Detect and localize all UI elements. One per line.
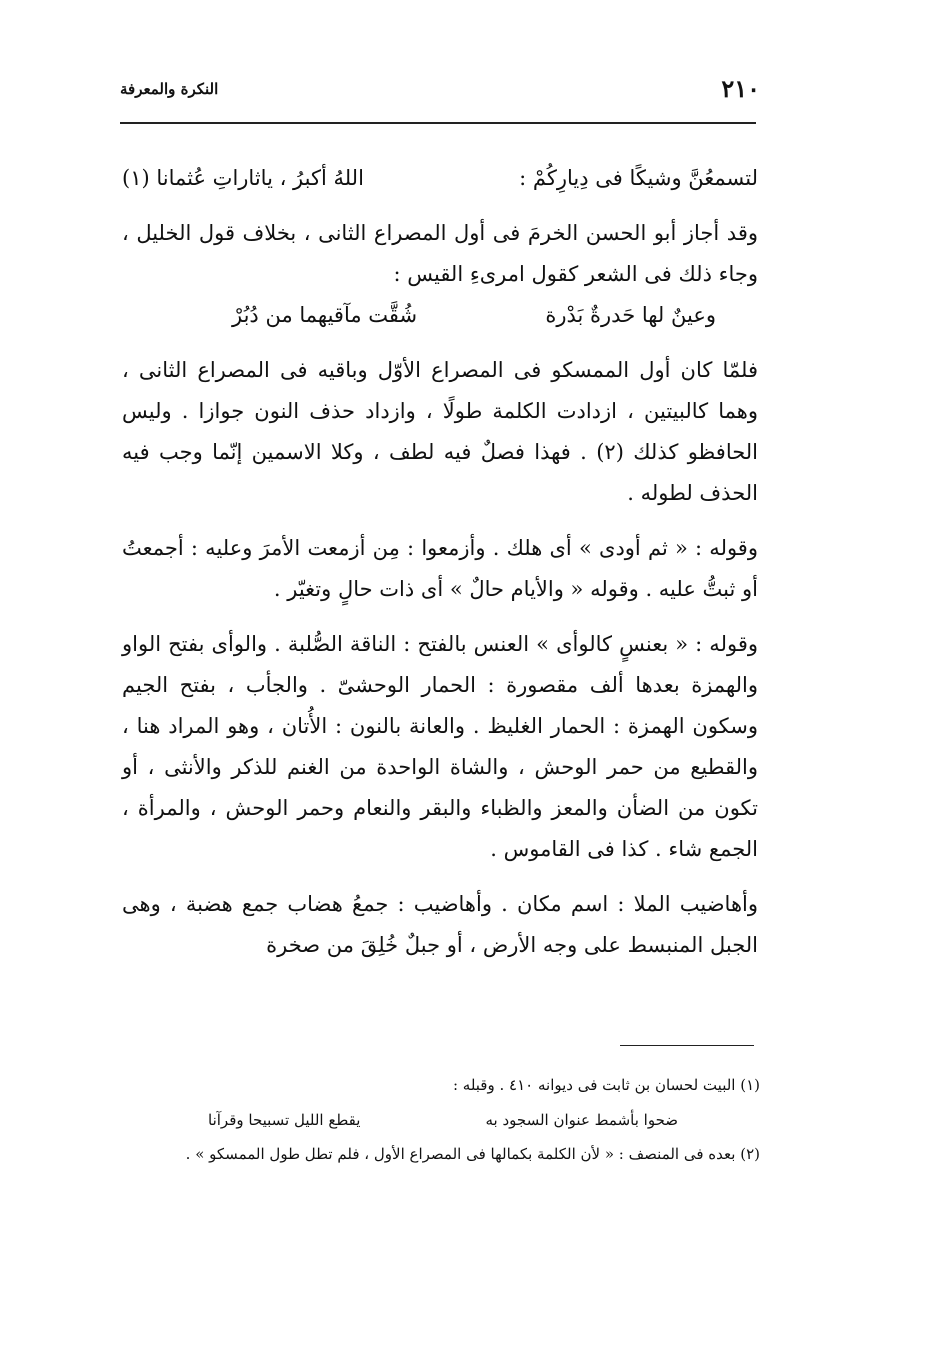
footnote-1-verse xyxy=(120,1101,760,1139)
verse-second-hemistich: يقطع الليل تسبيحا وقرآنا xyxy=(208,1111,361,1129)
paragraph-masrai: فلمّا كان أول الممسكو فى المصراع الأوّل وباقيه فى المصراع الثانى ، وهما كالبيتين ، ازدادت الكلمة طولًا ، وازداد حذف النون جوازا . وليس الحافظو كذلك (٢) . فهذا فصلٌ فيه لطف ، وكلا الاسمين إنّما وجب فيه الحذف لطوله . xyxy=(122,358,759,505)
page-number: ٢١٠ xyxy=(721,74,760,103)
page-header xyxy=(120,74,760,106)
verse-second-hemistich: اللهُ أكبرُ ، ياثاراتِ عُثمانا (١) xyxy=(122,166,364,190)
spacer xyxy=(122,336,758,350)
verse-imru-al-qays xyxy=(122,295,758,336)
verse-hasan xyxy=(122,158,758,199)
footnote-2: (٢) بعده فى المنصف : « لأن الكلمة بكمالها فى المصراع الأول ، فلم تطل طول الممسكو » . xyxy=(185,1145,760,1163)
footnote-rule xyxy=(620,1045,754,1046)
verse-first-hemistich: وعينٌ لها حَدرةٌ بَدْرة xyxy=(545,303,716,327)
main-text xyxy=(122,158,758,980)
footnote-1: (١) البيت لحسان بن ثابت فى ديوانه ٤١٠ . وقبله : xyxy=(452,1076,760,1094)
paragraph-khazm: وقد أجاز أبو الحسن الخرمَ فى أول المصراع الثانى ، بخلاف قول الخليل ، وجاء ذلك فى الشعر كقول امرىءِ القيس : xyxy=(122,221,758,286)
header-rule xyxy=(120,122,756,124)
footnotes xyxy=(120,1070,760,1170)
paragraph-awda: وقوله : « ثم أودى » أى هلك . وأزمعوا : مِن أزمعت الأمرَ وعليه : أجمعتُ أو ثبتُّ عليه . وقوله « والأيام حالٌ » أى ذات حالٍ وتغيّر . xyxy=(122,536,758,601)
verse-second-hemistich: شُقَّت مآقيهما من دُبُرْ xyxy=(232,303,418,327)
verse-first-hemistich: لتسمعُنَّ وشيكًا فى دِيارِكُمْ : xyxy=(519,166,758,190)
running-title: النكرة والمعرفة xyxy=(120,80,219,98)
verse-first-hemistich: ضحوا بأشمط عنوان السجود به xyxy=(485,1111,678,1129)
paragraph-ahadib: وأهاضيب الملا : اسم مكان . وأهاضيب : جمعُ هضاب جمع هضبة ، وهى الجبل المنبسط على وجه الأرض ، أو جبلٌ خُلِقَ من صخرة xyxy=(122,892,758,957)
paragraph-ans: وقوله : « بعنسٍ كالوأى » العنس بالفتح : الناقة الصُّلبة . والوأى بفتح الواو والهمزة بعدها ألف مقصورة : الحمار الوحشىّ . والجأب ، بفتح الجيم وسكون الهمزة : الحمار الغليظ . والعانة بالنون : الأُتان ، وهو المراد هنا ، والقطيع من حمر الوحش ، والشاة الواحدة من الغنم للذكر والأنثى ، أو تكون من الضأن والمعز والظباء والبقر والنعام وحمر الوحش ، والمرأة ، الجمع شاء . كذا فى القاموس . xyxy=(122,632,758,861)
